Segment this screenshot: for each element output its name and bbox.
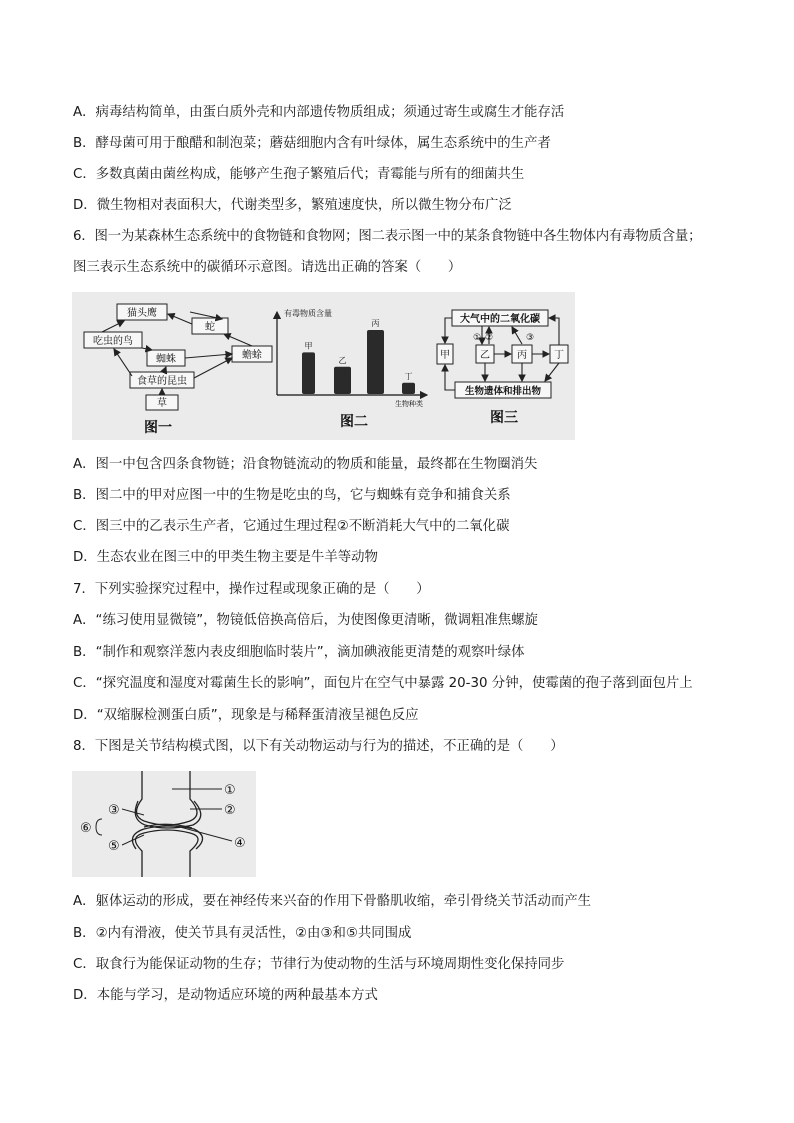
fig2-xlabel: 生物种类	[395, 400, 423, 408]
node-owl: 猫头鹰	[127, 308, 157, 319]
fig2-bar-4	[402, 383, 415, 394]
q6-stem-line2: 图三表示生态系统中的碳循环示意图。请选出正确的答案（ ）	[73, 260, 462, 275]
node-snake: 蛇	[205, 322, 215, 333]
q5-option-c: C．多数真菌由菌丝构成，能够产生孢子繁殖后代；青霉能与所有的细菌共生	[73, 167, 525, 182]
fig2-bar-label-1: 甲	[304, 341, 313, 351]
q5-option-d: D．微生物相对表面积大，代谢类型多，繁殖速度快，所以微生物分布广泛	[73, 198, 512, 213]
node-yi: 乙	[480, 350, 490, 361]
node-ding: 丁	[554, 350, 564, 361]
q8-option-d: D．本能与学习，是动物适应环境的两种最基本方式	[73, 988, 378, 1003]
q6-figure-svg	[72, 292, 575, 440]
fig2-caption: 图二	[340, 414, 368, 430]
joint-marker-1: ①	[224, 783, 236, 798]
q8-option-a: A．躯体运动的形成，要在神经传来兴奋的作用下骨骼肌收缩，牵引骨绕关节活动而产生	[73, 894, 592, 909]
fig1-food-web	[84, 304, 272, 436]
q6-figure	[72, 292, 575, 440]
joint-marker-2: ②	[224, 803, 236, 818]
fig2-ylabel: 有毒物质含量	[284, 309, 332, 318]
node-toad: 蟾蜍	[242, 350, 262, 361]
q6-option-d: D．生态农业在图三中的甲类生物主要是牛羊等动物	[73, 550, 378, 565]
q8-option-c: C．取食行为能保证动物的生存；节律行为使动物的生活与环境周期性变化保持同步	[73, 957, 565, 972]
q5-option-a: A．病毒结构简单，由蛋白质外壳和内部遗传物质组成；须通过寄生或腐生才能存活	[73, 105, 565, 120]
fig2-bar-1	[302, 352, 315, 394]
node-bing: 丙	[517, 350, 527, 361]
q6-option-b: B．图二中的甲对应图一中的生物是吃虫的鸟，它与蜘蛛有竞争和捕食关系	[73, 488, 511, 503]
q7-option-a: A．“练习使用显微镜”，物镜低倍换高倍后，为使图像更清晰，微调粗准焦螺旋	[73, 613, 538, 628]
q8-joint-svg	[72, 771, 256, 877]
fig2-bar-label-3: 丙	[371, 319, 380, 328]
joint-marker-4: ④	[234, 836, 246, 851]
fig3-carbon-cycle	[437, 310, 568, 426]
fig1-caption: 图一	[144, 420, 172, 436]
q6-stem-line1: 6．图一为某森林生态系统中的食物链和食物网；图二表示图一中的某条食物链中各生物体内有毒物质含量；	[73, 229, 702, 244]
q5-option-b: B．酵母菌可用于酿醋和制泡菜；蘑菇细胞内含有叶绿体，属生态系统中的生产者	[73, 136, 551, 151]
joint-marker-3: ③	[108, 803, 120, 818]
joint-marker-6: ⑥	[80, 821, 92, 836]
q7-option-b: B．“制作和观察洋葱内表皮细胞临时装片”，滴加碘液能更清楚的观察叶绿体	[73, 645, 525, 660]
joint-marker-5: ⑤	[108, 839, 120, 854]
fig2-bar-label-4: 丁	[404, 371, 413, 381]
q6-option-a: A．图一中包含四条食物链；沿食物链流动的物质和能量，最终都在生物圈消失	[73, 457, 538, 472]
lower-bone	[135, 830, 198, 877]
node-atmosphere: 大气中的二氧化碳	[460, 314, 540, 325]
fig2-bar-2	[334, 367, 351, 394]
upper-bone	[136, 771, 197, 825]
fig2-bar-label-2: 乙	[338, 355, 347, 365]
fig3-caption: 图三	[490, 410, 518, 426]
fig3-num-2: ②	[485, 333, 494, 343]
fig3-num-1: ①	[473, 333, 482, 343]
fig2-bar-3	[367, 330, 384, 394]
node-bird: 吃虫的鸟	[93, 336, 133, 347]
q7-stem: 7．下列实验探究过程中，操作过程或现象正确的是（ ）	[73, 582, 430, 597]
q6-option-c: C．图三中的乙表示生产者，它通过生理过程②不断消耗大气中的二氧化碳	[73, 519, 510, 534]
q8-option-b: B．②内有滑液，使关节具有灵活性，②由③和⑤共同围成	[73, 926, 412, 941]
node-jia: 甲	[440, 350, 450, 361]
node-grass: 草	[157, 398, 167, 409]
fig3-num-3: ③	[526, 333, 535, 343]
fig2-bar-chart	[277, 308, 427, 430]
q7-option-c: C．“探究温度和湿度对霉菌生长的影响”，面包片在空气中暴露 20-30 分钟，使霉菌的孢子落到面包片上	[73, 676, 693, 691]
q7-option-d: D．“双缩脲检测蛋白质”，现象是与稀释蛋清液呈褪色反应	[73, 708, 419, 723]
node-spider: 蜘蛛	[156, 354, 176, 365]
node-remains: 生物遗体和排出物	[464, 386, 542, 397]
q8-joint-figure	[72, 771, 256, 877]
node-insect: 食草的昆虫	[137, 376, 187, 387]
q8-stem: 8．下图是关节结构模式图，以下有关动物运动与行为的描述，不正确的是（ ）	[73, 739, 564, 754]
